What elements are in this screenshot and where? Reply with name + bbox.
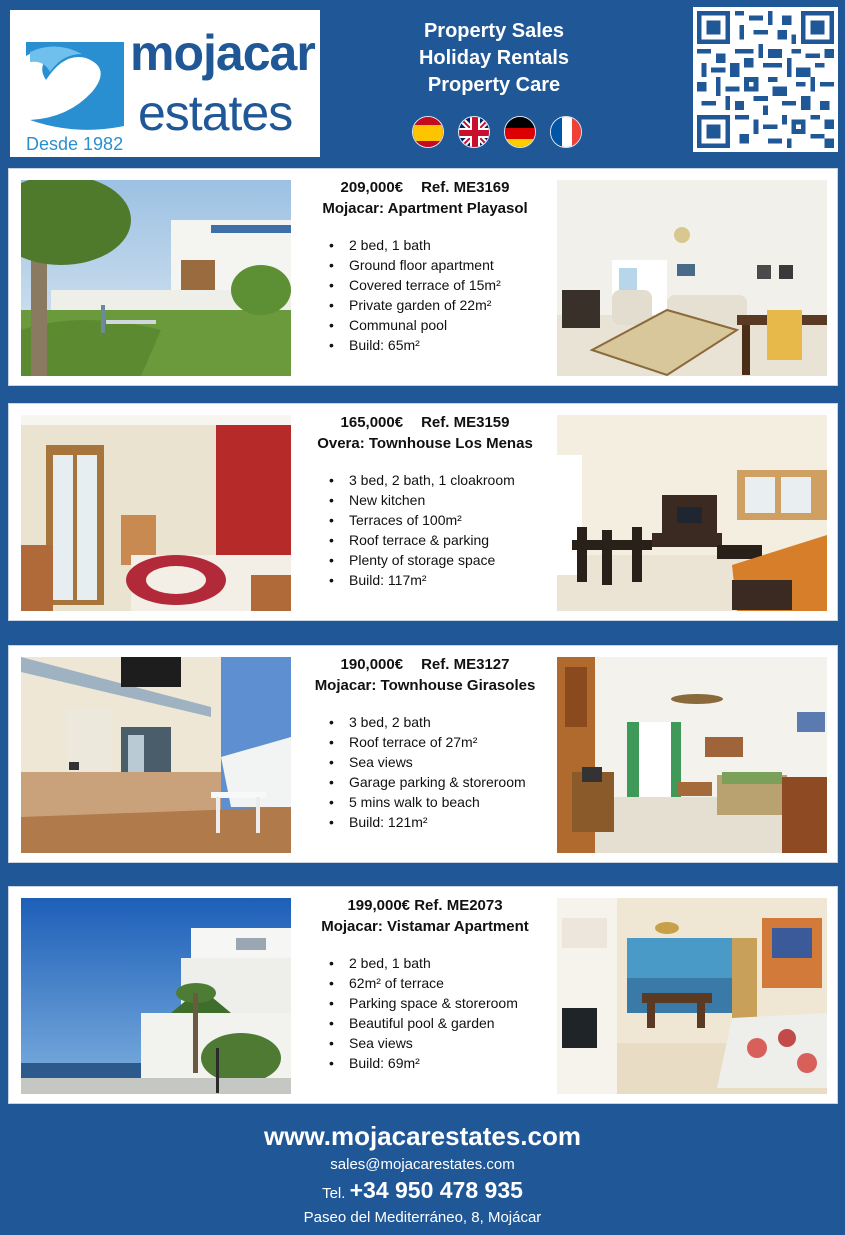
feature-item: • Sea views bbox=[329, 1033, 551, 1053]
listing-title[interactable]: Mojacar: Vistamar Apartment bbox=[321, 918, 529, 935]
listing-info bbox=[299, 412, 551, 590]
address: Paseo del Mediterráneo, 8, Mojácar bbox=[303, 1209, 542, 1226]
listing-ref: Ref. ME2073 bbox=[414, 897, 503, 914]
spanish-flag-icon[interactable] bbox=[412, 116, 444, 148]
feature-item: • Parking space & storeroom bbox=[329, 993, 551, 1013]
service-property-care: Property Care bbox=[427, 74, 561, 96]
feature-item: • 62m² of terrace bbox=[329, 973, 551, 993]
telephone[interactable] bbox=[0, 1176, 845, 1208]
tel-number: +34 950 478 935 bbox=[349, 1177, 523, 1203]
service-holiday-rentals: Holiday Rentals bbox=[418, 47, 570, 69]
feature-item: • 3 bed, 2 bath bbox=[329, 712, 551, 732]
feature-item: • Garage parking & storeroom bbox=[329, 772, 551, 792]
website-link[interactable]: www.mojacarestates.com bbox=[264, 1121, 581, 1151]
feature-list bbox=[299, 470, 551, 590]
listing-price: 165,000€ bbox=[340, 414, 404, 431]
feature-item: • Plenty of storage space bbox=[329, 550, 551, 570]
feature-item: • 2 bed, 1 bath bbox=[329, 953, 551, 973]
feature-item: • Roof terrace & parking bbox=[329, 530, 551, 550]
property-photo-exterior[interactable] bbox=[21, 180, 291, 376]
listing-title[interactable]: Overa: Townhouse Los Menas bbox=[317, 435, 533, 452]
listing-price: 199,000€ bbox=[347, 897, 411, 914]
feature-item: • Build: 117m² bbox=[329, 570, 551, 590]
feature-item: • New kitchen bbox=[329, 490, 551, 510]
email-link[interactable]: sales@mojacarestates.com bbox=[330, 1156, 515, 1173]
feature-item: • 5 mins walk to beach bbox=[329, 792, 551, 812]
feature-item: • Ground floor apartment bbox=[329, 255, 551, 275]
feature-item: • Covered terrace of 15m² bbox=[329, 275, 551, 295]
services-list bbox=[364, 18, 624, 99]
property-photo-bedroom[interactable] bbox=[21, 415, 291, 611]
feature-item: • 2 bed, 1 bath bbox=[329, 235, 551, 255]
listing-price: 190,000€ bbox=[340, 656, 404, 673]
qr-code[interactable] bbox=[693, 7, 838, 152]
wave-logo-icon bbox=[16, 32, 128, 136]
price-reference bbox=[299, 895, 551, 916]
german-flag-icon[interactable] bbox=[504, 116, 536, 148]
feature-list bbox=[299, 235, 551, 355]
property-listing[interactable] bbox=[8, 645, 838, 863]
property-photo-sea-view[interactable] bbox=[21, 898, 291, 1094]
listing-info bbox=[299, 177, 551, 355]
feature-item: • Communal pool bbox=[329, 315, 551, 335]
listing-info bbox=[299, 654, 551, 832]
listing-title[interactable]: Mojacar: Townhouse Girasoles bbox=[314, 677, 536, 694]
feature-item: • Sea views bbox=[329, 752, 551, 772]
tel-label: Tel. bbox=[322, 1185, 346, 1202]
property-photo-living-room[interactable] bbox=[557, 415, 827, 611]
french-flag-icon[interactable] bbox=[550, 116, 582, 148]
listing-ref: Ref. ME3159 bbox=[421, 414, 510, 431]
price-reference bbox=[299, 177, 551, 198]
uk-flag-icon[interactable] bbox=[458, 116, 490, 148]
property-photo-dining-room[interactable] bbox=[557, 898, 827, 1094]
logo-word-estates: estates bbox=[138, 85, 293, 141]
header bbox=[0, 0, 845, 160]
company-logo[interactable] bbox=[10, 10, 320, 157]
feature-item: • Build: 69m² bbox=[329, 1053, 551, 1073]
feature-item: • 3 bed, 2 bath, 1 cloakroom bbox=[329, 470, 551, 490]
feature-list bbox=[299, 712, 551, 832]
property-listing[interactable] bbox=[8, 403, 838, 621]
feature-item: • Beautiful pool & garden bbox=[329, 1013, 551, 1033]
feature-item: • Private garden of 22m² bbox=[329, 295, 551, 315]
logo-since: Desde 1982 bbox=[26, 134, 124, 154]
listing-title[interactable]: Mojacar: Apartment Playasol bbox=[322, 200, 528, 217]
property-listing[interactable] bbox=[8, 886, 838, 1104]
service-property-sales: Property Sales bbox=[423, 20, 565, 42]
footer bbox=[0, 1115, 845, 1228]
listing-ref: Ref. ME3127 bbox=[421, 656, 510, 673]
property-photo-lounge[interactable] bbox=[557, 657, 827, 853]
price-reference bbox=[299, 412, 551, 433]
listing-info bbox=[299, 895, 551, 1073]
listing-price: 209,000€ bbox=[340, 179, 404, 196]
listing-ref: Ref. ME3169 bbox=[421, 179, 510, 196]
feature-item: • Roof terrace of 27m² bbox=[329, 732, 551, 752]
price-reference bbox=[299, 654, 551, 675]
language-flags bbox=[412, 116, 582, 148]
logo-word-mojacar: mojacar bbox=[130, 25, 315, 81]
feature-item: • Build: 121m² bbox=[329, 812, 551, 832]
feature-item: • Build: 65m² bbox=[329, 335, 551, 355]
property-photo-interior[interactable] bbox=[557, 180, 827, 376]
feature-list bbox=[299, 953, 551, 1073]
qr-code-icon bbox=[697, 11, 834, 148]
feature-item: • Terraces of 100m² bbox=[329, 510, 551, 530]
property-listing[interactable] bbox=[8, 168, 838, 386]
property-photo-terrace[interactable] bbox=[21, 657, 291, 853]
